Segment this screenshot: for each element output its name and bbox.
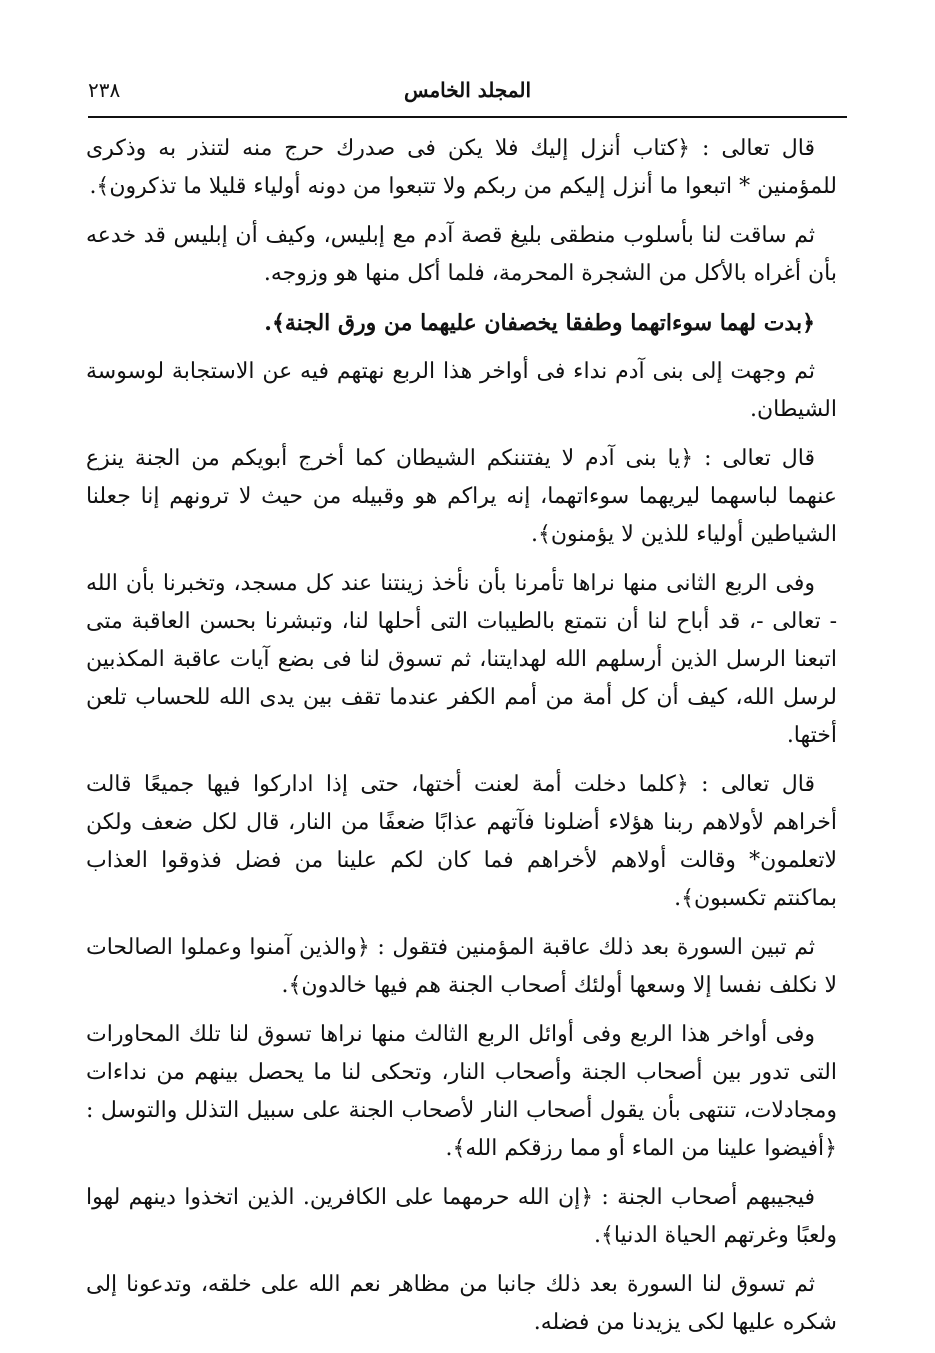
body-text [86, 130, 837, 1353]
paragraph: ثم تبين السورة بعد ذلك عاقبة المؤمنين فتقول : ﴿والذين آمنوا وعملوا الصالحات لا نكلف نفسا إلا وسعها أولئك أصحاب الجنة هم فيها خالدون﴾. [86, 935, 837, 998]
page-number: ٢٣٨ [88, 78, 121, 102]
paragraph: وفى أواخر هذا الربع وفى أوائل الربع الثالث منها نراها تسوق لنا تلك المحاورات التى تدور بين أصحاب الجنة وأصحاب النار، وتحكى لنا ما يحصل بينهم من نداءات ومجادلات، تنتهى بأن يقول أصحاب النار لأصحاب الجنة على سبيل التذلل والتوسل : ﴿أفيضوا علينا من الماء أو مما رزقكم الله﴾. [86, 1022, 837, 1161]
page-header [88, 72, 847, 108]
quran-verse: ﴿بدت لهما سوءاتهما وطفقا يخصفان عليهما من ورق الجنة﴾. [264, 310, 815, 336]
paragraph: قال تعالى : ﴿كتاب أنزل إليك فلا يكن فى صدرك حرج منه لتنذر به وذكرى للمؤمنين * اتبعوا ما أنزل إليكم من ربكم ولا تتبعوا من دونه أولياء قليلا ما تذكرون﴾. [86, 136, 837, 199]
paragraph: قال تعالى : ﴿يا بنى آدم لا يفتننكم الشيطان كما أخرج أبويكم من الجنة ينزع عنهما لباسهما ليريهما سوءاتهما، إنه يراكم هو وقبيله من حيث لا ترونهم إنا جعلنا الشياطين أولياء للذين لا يؤمنون﴾. [86, 446, 837, 547]
volume-title: المجلد الخامس [403, 78, 532, 102]
paragraph: فيجيبهم أصحاب الجنة : ﴿إن الله حرمهما على الكافرين. الذين اتخذوا دينهم لهوا ولعبًا وغرتهم الحياة الدنيا﴾. [86, 1185, 837, 1248]
paragraph: ثم تسوق لنا السورة بعد ذلك جانبا من مظاهر نعم الله على خلقه، وتدعونا إلى شكره عليها لكى يزيدنا من فضله. [86, 1272, 837, 1335]
paragraph: قال تعالى : ﴿كلما دخلت أمة لعنت أختها، حتى إذا اداركوا فيها جميعًا قالت أخراهم لأولاهم ربنا هؤلاء أضلونا فآتهم عذابًا ضعفًا من النار، قال لكل ضعف ولكن لاتعلمون* وقالت أولاهم لأخراهم فما كان لكم علينا من فضل فذوقوا العذاب بماكنتم تكسبون﴾. [86, 772, 837, 911]
header-divider [88, 116, 847, 118]
paragraph: وفى الربع الثانى منها نراها تأمرنا بأن نأخذ زينتنا عند كل مسجد، وتخبرنا بأن الله - تعالى -، قد أباح لنا أن نتمتع بالطيبات التى أحلها لنا، وتبشرنا بحسن العاقبة متى اتبعنا الرسل الذين أرسلهم الله لهدايتنا، ثم تسوق لنا فى بضع آيات عاقبة المكذبين لرسل الله، كيف أن كل أمة من أمم الكفر عندما تقف بين يدى الله للحساب تلعن أختها. [86, 571, 837, 748]
paragraph: ثم وجهت إلى بنى آدم نداء فى أواخر هذا الربع نهتهم فيه عن الاستجابة لوسوسة الشيطان. [86, 359, 837, 422]
paragraph: ثم ساقت لنا بأسلوب منطقى بليغ قصة آدم مع إبليس، وكيف أن إبليس قد خدعه بأن أغراه بالأكل من الشجرة المحرمة، فلما أكل منها هو وزوجه. [86, 223, 837, 286]
